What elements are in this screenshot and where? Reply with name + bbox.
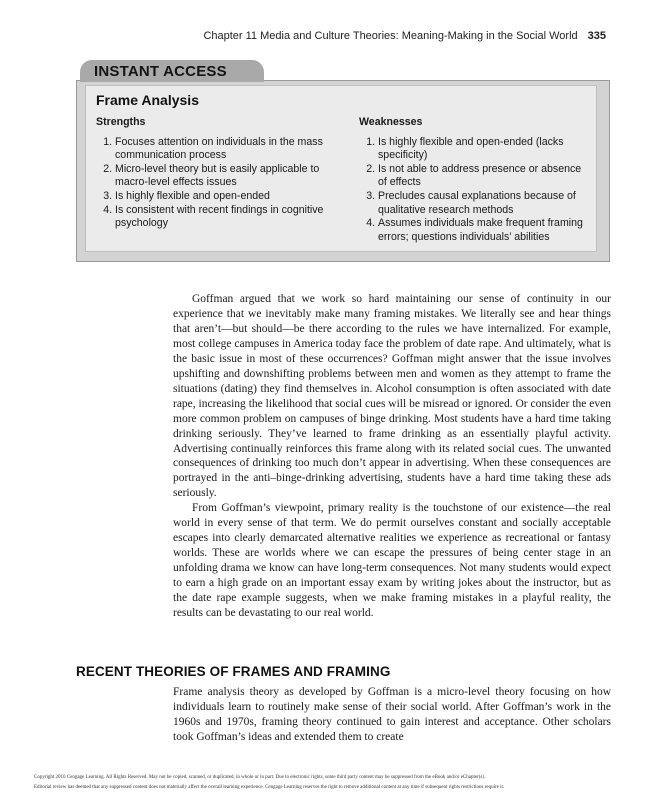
- strength-item: 4. Is consistent with recent findings in cognitive psychology: [115, 204, 346, 231]
- weakness-item: 2. Is not able to address presence or absence of effects: [378, 163, 591, 190]
- body-paragraph: Goffman argued that we work so hard maintaining our sense of continuity in our experience that we inevitably make many framing mistakes. We literally see and hear things that aren’t—but should—be there according to the rules we have internalized. For example, most college campuses in America today face the problem of date rape. And ultimately, what is the basic issue in most of these occurrences? Goffman might answer that the issue involves upshifting and downshifting problems between men and women as they attempt to frame the situations (dating) they find themselves in. Alcohol consumption is often associated with date rape, increasing the likelihood that social cues will be misread or ignored. Or consider the even more common problem on campuses of binge drinking. Most students have a hard time taking drinking seriously. They’ve learned to frame drinking as an essentially playful activity. Advertising continually reinforces this frame along with its related social cues. The unwanted consequences of drinking too much don’t appear in advertising. When these consequences are portrayed in the anti–binge-drinking advertising, students have a hard time taking these ads seriously.: [173, 293, 611, 500]
- frame-analysis-panel: [85, 85, 597, 252]
- strengths-heading: Strengths: [96, 116, 146, 128]
- weakness-item: 3. Precludes causal explanations because of qualitative research methods: [378, 190, 591, 217]
- strength-item: 1. Focuses attention on individuals in the mass communication process: [115, 136, 346, 163]
- weakness-item: 4. Assumes individuals make frequent framing errors; questions individuals’ abilities: [378, 217, 591, 244]
- strength-item: 2. Micro-level theory but is easily applicable to macro-level effects issues: [115, 163, 346, 190]
- section-heading: RECENT THEORIES OF FRAMES AND FRAMING: [76, 664, 391, 679]
- running-head: [203, 30, 606, 42]
- instant-access-tab: [80, 60, 264, 82]
- body-paragraph: From Goffman’s viewpoint, primary reality is the touchstone of our existence—the real world in every sense of that term. We do permit ourselves constant and socially acceptable escapes into clearly demarcated alternative realities we experience as recreational or fantasy worlds. These are worlds where we can escape the pressures of being center stage in an unfolding drama we know can have long-term consequences. Not many students would expect to earn a high grade on an important essay exam by writing jokes about the instructor, but as the date rape example suggests, when we make framing mistakes in a playful reality, the results can be devastating to our real world.: [173, 502, 611, 620]
- instant-access-label: INSTANT ACCESS: [94, 63, 227, 80]
- weaknesses-column: [359, 116, 591, 244]
- body-text: [173, 292, 611, 621]
- strengths-list: [96, 136, 346, 231]
- section-body-text: [173, 685, 611, 745]
- strengths-column: [96, 116, 346, 231]
- copyright-line: Copyright 2010 Cengage Learning. All Rights Reserved. May not be copied, scanned, or duplicated, in whole or in part. Due to electronic rights, some third party content may be suppressed from the eBook and/or eChapter(s).: [34, 775, 486, 780]
- weaknesses-list: [359, 136, 591, 245]
- copyright-line: Editorial review has deemed that any suppressed content does not materially affect the overall learning experience. Cengage Learning reserves the right to remove additional content at any time if subsequent rights restrictions require it.: [34, 785, 505, 790]
- strength-item: 3. Is highly flexible and open-ended: [115, 190, 346, 204]
- section-paragraph: Frame analysis theory as developed by Goffman is a micro-level theory focusing on how individuals learn to routinely make sense of their social world. After Goffman’s work in the 1960s and 1970s, framing theory continued to gain interest and acceptance. Other scholars took Goffman’s ideas and extended them to create: [173, 686, 611, 743]
- page-number: 335: [587, 30, 606, 42]
- weakness-item: 1. Is highly flexible and open-ended (lacks specificity): [378, 136, 591, 163]
- weaknesses-heading: Weaknesses: [359, 116, 423, 128]
- chapter-title: Chapter 11 Media and Culture Theories: Meaning-Making in the Social World: [203, 30, 578, 42]
- frame-analysis-title: Frame Analysis: [96, 92, 199, 108]
